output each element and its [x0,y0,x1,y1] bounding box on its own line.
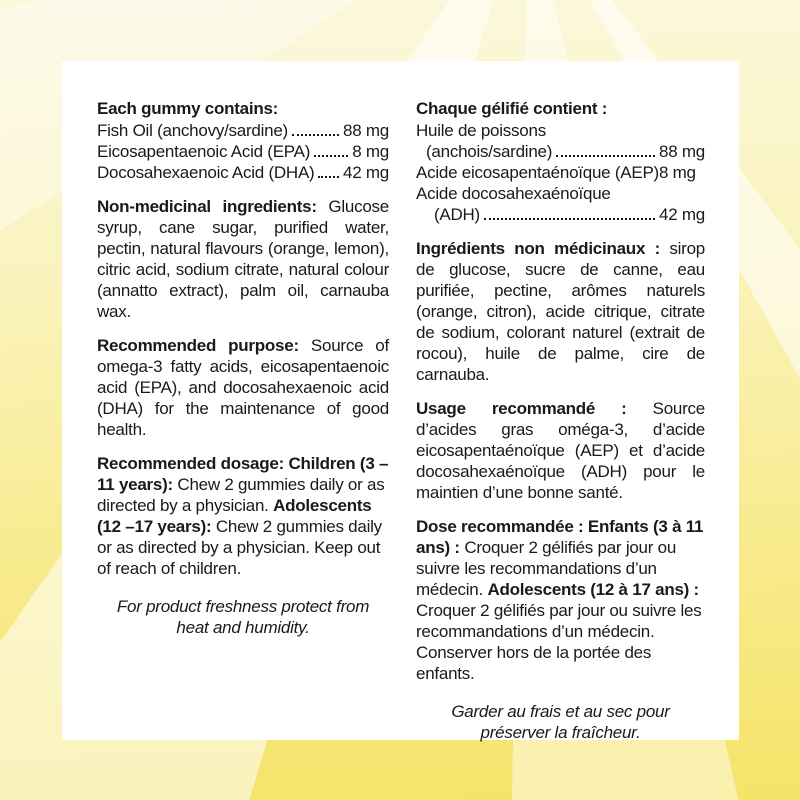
fact-row-anchois-fr [416,141,705,162]
fact-name: (anchois/sardine) [426,142,553,161]
fact-name: Huile de poissons [416,121,546,140]
section-lead: Ingrédients non médicinaux : [416,239,660,258]
section-body: Glucose syrup, cane sugar, purified water, pectin, natural flavours (orange, lemon), citric acid, sodium citrate, natural colour (annatto extract), palm oil, carnauba wax. [97,197,389,321]
fact-name: (ADH) [434,205,480,224]
english-column [97,98,389,655]
dot-leader [314,155,348,157]
dosage-lead-adolescents: Adolescents (12 –17 years): [97,496,372,536]
dot-leader [318,176,339,178]
fact-row-aep-fr [416,162,705,183]
section-body: sirop de glucose, sucre de canne, eau purifiée, pectine, arômes naturels (orange, citron), acide citrique, citrate de sodium, colorant naturel (extrait de rocou), huile de palme, cire de carnauba. [416,239,705,384]
facts-title-en: Each gummy contains: [97,99,279,118]
label-card [62,61,739,740]
fact-value: 8 mg [658,163,696,182]
recommended-dose-fr [416,516,705,684]
fact-name: Fish Oil (anchovy/sardine) [97,121,288,140]
freshness-note-en: For product freshness protect from heat and humidity. [116,597,370,637]
section-lead: Non-medicinal ingredients: [97,197,317,216]
section-body: Source of omega-3 fatty acids, eicosapentaenoic acid (EPA), and docosahexaenoic acid (DHA) for the maintenance of good health. [97,336,389,439]
fact-row-adh-fr [416,183,705,204]
recommended-dosage-en [97,453,389,579]
section-lead: Usage recommandé : [416,399,627,418]
dose-body: Croquer 2 gélifiés par jour ou suivre les recommandations d’un médecin. [416,538,677,599]
fact-value: 42 mg [659,205,705,224]
fact-name: Docosahexaenoic Acid (DHA) [97,163,315,182]
fact-value: 42 mg [343,163,389,182]
facts-title-fr: Chaque gélifié contient : [416,99,608,118]
fact-name: Acide docosahexaénoïque [416,184,611,203]
fact-row-fish-oil-en [97,120,389,141]
freshness-note-fr: Garder au frais et au sec pour préserver la fraîcheur. [451,702,670,742]
fact-name: Acide eicosapentaénoïque (AEP) [416,163,659,182]
dosage-lead: Recommended dosage: Children (3 –11 years): [97,454,389,494]
fact-row-dha-en [97,162,389,183]
dot-leader [292,134,339,136]
dot-leader [484,218,655,220]
fact-name: Eicosapentaenoic Acid (EPA) [97,142,311,161]
fact-value: 88 mg [659,142,705,161]
dose-lead-adolescents: Adolescents (12 à 17 ans) : [487,580,699,599]
recommended-purpose-en [97,335,389,440]
section-body: Source d’acides gras oméga-3, d’acide eicosapentaénoïque (AEP) et d’acide docosahexaénoïque (ADH) pour le maintien d’une bonne santé. [416,399,705,502]
fact-row-epa-en [97,141,389,162]
recommended-usage-fr [416,398,705,503]
fact-value: 88 mg [343,121,389,140]
dot-leader [556,155,655,157]
section-lead: Recommended purpose: [97,336,299,355]
dose-lead: Dose recommandée : Enfants (3 à 11 ans) : [416,517,704,557]
dosage-body: Chew 2 gummies daily or as directed by a physician. [97,475,385,515]
fact-value: 8 mg [352,142,389,161]
non-medicinal-ingredients-en [97,196,389,322]
french-column [416,98,705,760]
dose-body: Croquer 2 gélifiés par jour ou suivre les recommandations d’un médecin. Conserver hors de la portée des enfants. [416,601,702,683]
dosage-body: Chew 2 gummies daily or as directed by a physician. Keep out of reach of children. [97,517,382,578]
non-medicinal-ingredients-fr [416,238,705,385]
fact-row-huile-fr [416,120,705,141]
fact-row-adh-value-fr [416,204,705,225]
